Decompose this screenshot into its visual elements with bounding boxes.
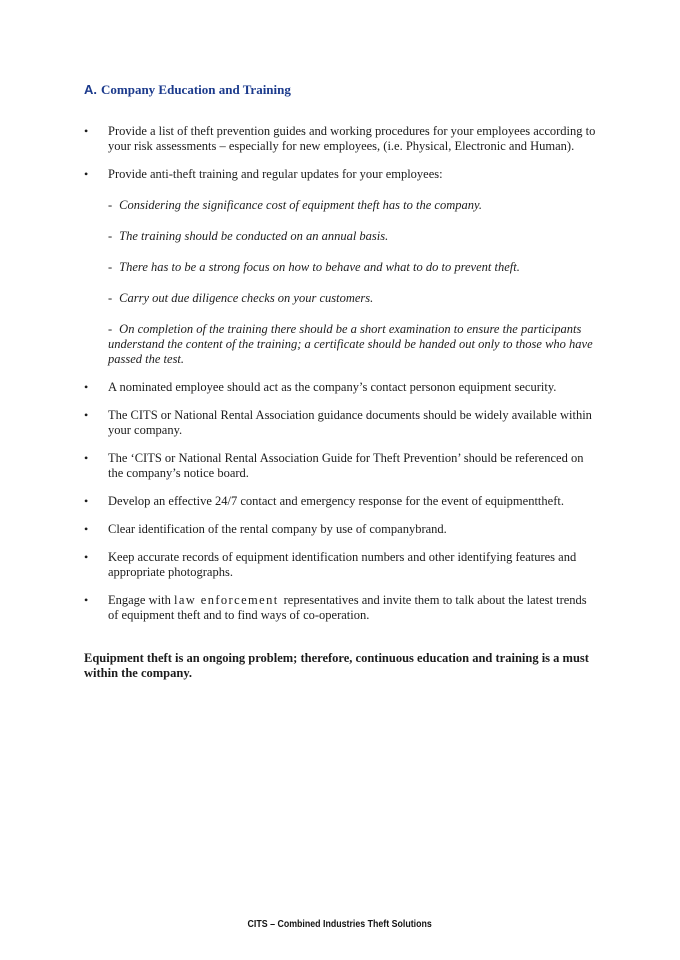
bullet-marker: • [84,522,89,536]
bullet-marker: • [84,124,89,138]
bullet-marker: • [84,380,89,394]
bullet-marker: • [84,167,89,181]
sub-item-text: There has to be a strong focus on how to behave and what to do to prevent theft. [119,260,520,274]
bullet-text [108,593,596,623]
heading-text: Company Education and Training [101,82,291,97]
bullet-text: The CITS or National Rental Association guidance documents should be widely available within your company. [108,408,592,437]
sub-item-text: Carry out due diligence checks on your customers. [119,291,374,305]
bullet-item [84,167,596,367]
bullet-marker: • [84,550,89,564]
bullet-text: Clear identification of the rental company by use of companybrand. [108,522,447,536]
sub-item-dash: - [108,198,113,212]
closing-statement: Equipment theft is an ongoing problem; therefore, continuous education and training is a must within the company. [84,651,589,680]
bullet-text: Keep accurate records of equipment identification numbers and other identifying features and appropriate photographs. [108,550,577,579]
bullet-item [84,522,596,537]
sub-item-text: On completion of the training there should be a short examination to ensure the participants understand the content of the training; a certificate should be handed out only to those who have passed the test. [108,322,593,366]
bullet-item [84,380,596,395]
bullet-item [84,451,596,481]
sub-item-text: The training should be conducted on an annual basis. [119,229,389,243]
bullet-marker: • [84,451,89,465]
bullet-item [84,494,596,509]
bullet-marker: • [84,593,89,607]
sub-item [108,322,596,367]
bullet-text: A nominated employee should act as the company’s contact personon equipment security. [108,380,557,394]
bullet-marker: • [84,408,89,422]
sub-item [108,260,596,275]
bullet-text: Develop an effective 24/7 contact and emergency response for the event of equipmenttheft. [108,494,564,508]
sub-item-dash: - [108,229,113,243]
bullet-item [84,550,596,580]
bullet-text-spaced: law enforcement [173,593,279,607]
bullet-marker: • [84,494,89,508]
bullet-text-post: representatives and invite them to talk about the latest trends of equipment theft and to find ways of co-operation. [108,593,587,622]
document-body [84,82,596,681]
bullet-text: The ‘CITS or National Rental Association Guide for Theft Prevention’ should be referenced on the company’s notice board. [108,451,584,480]
sub-item [108,291,596,306]
sub-item-list [108,198,596,367]
bullet-item [84,593,596,623]
bullet-text-lead: Provide anti-theft training and regular updates for your employees: [108,167,443,181]
bullet-text [108,167,596,367]
sub-item-text: Considering the significance cost of equipment theft has to the company. [119,198,482,212]
bullet-text: Provide a list of theft prevention guides and working procedures for your employees according to your risk assessments – especially for new employees, (i.e. Physical, Electronic and Human). [108,124,596,153]
bullet-item [84,408,596,438]
heading-number: A. [84,82,97,97]
sub-item-dash: - [108,322,113,336]
bullet-text-pre: Engage with [108,593,174,607]
bullet-item [84,124,596,154]
page-title [84,82,596,97]
footer-text: CITS – Combined Industries Theft Solutions [247,918,433,930]
sub-item [108,198,596,213]
page-footer [0,918,680,930]
sub-item-dash: - [108,291,113,305]
sub-item-dash: - [108,260,113,274]
sub-item [108,229,596,244]
